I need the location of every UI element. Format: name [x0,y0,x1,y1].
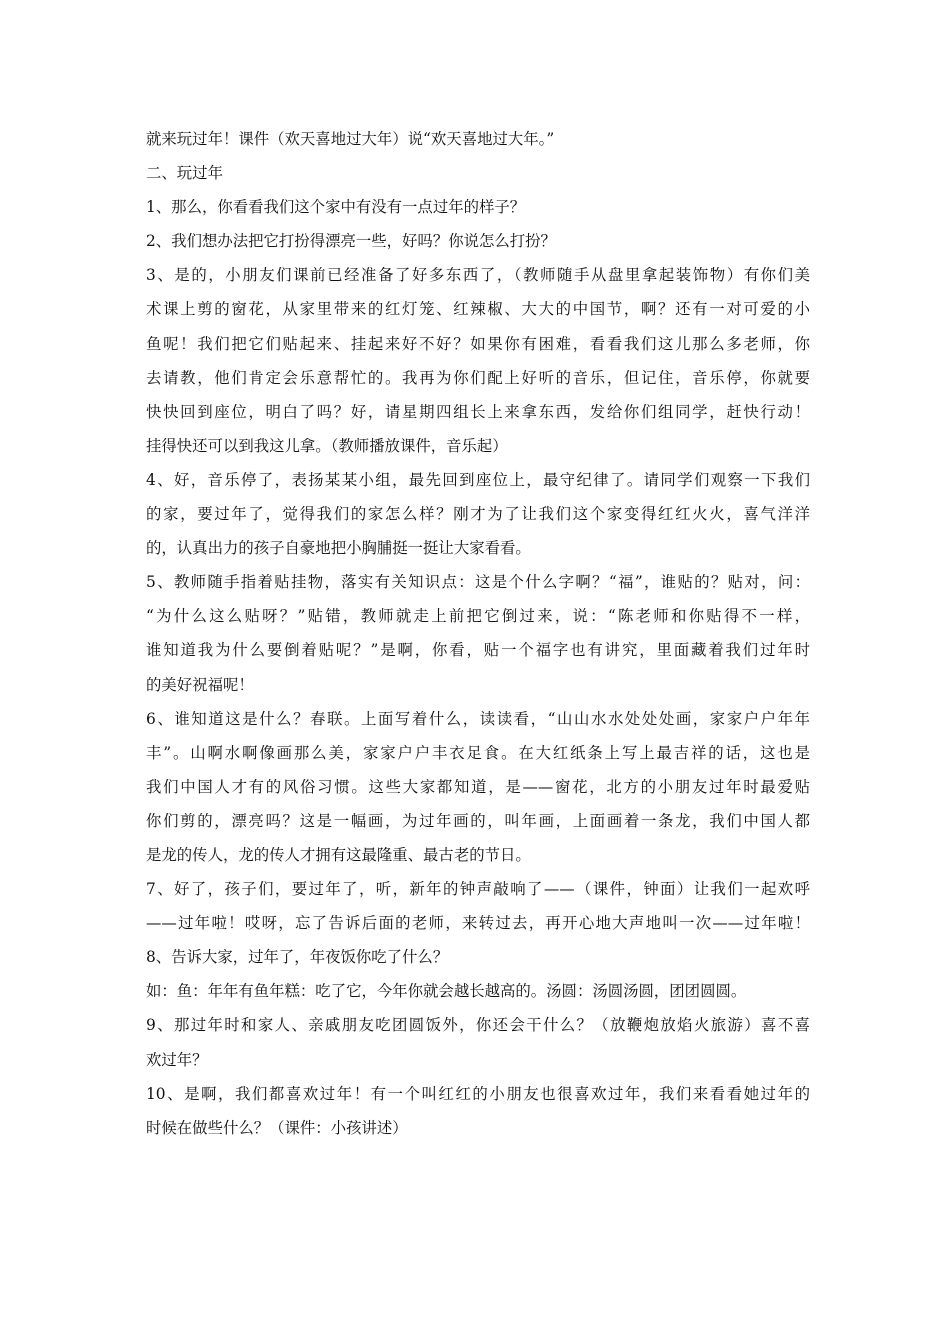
text-line: 9、那过年时和家人、亲戚朋友吃团圆饭外，你还会干什么？（放鞭炮放焰火旅游）喜不喜 [146,1016,810,1035]
text-line: “为什么这么贴呀？”贴错，教师就走上前把它倒过来，说：“陈老师和你贴得不一样， [146,607,810,626]
text-line: 鱼呢！我们把它们贴起来、挂起来好不好？如果你有困难，看看我们这儿那么多老师，你 [146,334,810,353]
text-line: 术课上剪的窗花，从家里带来的红灯笼、红辣椒、大大的中国节，啊？还有一对可爱的小 [146,300,810,319]
text-line: 的家，要过年了，觉得我们的家怎么样？刚才为了让我们这个家变得红红火火，喜气洋洋 [146,505,810,524]
text-line: 快快回到座位，明白了吗？好，请星期四组长上来拿东西，发给你们组同学，赶快行动！ [146,402,810,421]
text-line: 4、好，音乐停了，表扬某某小组，最先回到座位上，最守纪律了。请同学们观察一下我们 [146,470,810,489]
text-line: 挂得快还可以到我这儿拿。（教师播放课件，音乐起） [146,436,508,455]
text-line: 我们中国人才有的风俗习惯。这些大家都知道，是——窗花，北方的小朋友过年时最爱贴 [146,777,810,796]
text-line: 就来玩过年！课件（欢天喜地过大年）说“欢天喜地过大年。” [146,130,555,148]
text-line: 1、那么，你看看我们这个家中有没有一点过年的样子？ [146,198,526,217]
text-line: 时候在做些什么？（课件：小孩讲述） [146,1118,408,1137]
text-line: 谁知道我为什么要倒着贴呢？”是啊，你看，贴一个福字也有讲究，里面藏着我们过年时 [146,641,810,660]
text-line: 欢过年？ [146,1050,208,1069]
text-line: 二、玩过年 [146,164,223,183]
text-line: 的，认真出力的孩子自豪地把小胸脯挺一挺让大家看看。 [146,539,531,558]
text-line: 3、是的，小朋友们课前已经准备了好多东西了，（教师随手从盘里拿起装饰物）有你们美 [146,266,810,285]
text-line: 是龙的传人，龙的传人才拥有这最隆重、最古老的节日。 [146,845,531,864]
text-line: 2、我们想办法把它打扮得漂亮一些，好吗？你说怎么打扮？ [146,232,556,251]
text-line: 10、是啊，我们都喜欢过年！有一个叫红红的小朋友也很喜欢过年，我们来看看她过年的 [146,1084,810,1103]
text-line: 如：鱼：年年有鱼年糕：吃了它，今年你就会越长越高的。汤圆：汤圆汤圆，团团圆圆。 [146,982,747,1001]
text-line: 7、好了，孩子们，要过年了，听，新年的钟声敲响了——（课件，钟面）让我们一起欢呼 [146,880,810,899]
text-line: 你们剪的，漂亮吗？这是一幅画，为过年画的，叫年画，上面画着一条龙，我们中国人都 [146,811,810,830]
text-line: 6、谁知道这是什么？春联。上面写着什么，读读看，“山山水水处处处画，家家户户年年 [146,709,810,728]
text-line: 去请教，他们肯定会乐意帮忙的。我再为你们配上好听的音乐，但记住，音乐停，你就要 [146,368,810,387]
text-line: 的美好祝福呢！ [146,675,254,694]
document-page [146,122,810,1145]
text-line: 丰”。山啊水啊像画那么美，家家户户丰衣足食。在大红纸条上写上最吉祥的话，这也是 [146,743,810,762]
text-line: 5、教师随手指着贴挂物，落实有关知识点：这是个什么字啊？“福”，谁贴的？贴对，问： [146,573,810,592]
text-line: 8、告诉大家，过年了，年夜饭你吃了什么？ [146,948,449,967]
text-line: ——过年啦！哎呀，忘了告诉后面的老师，来转过去，再开心地大声地叫一次——过年啦！ [146,914,810,933]
